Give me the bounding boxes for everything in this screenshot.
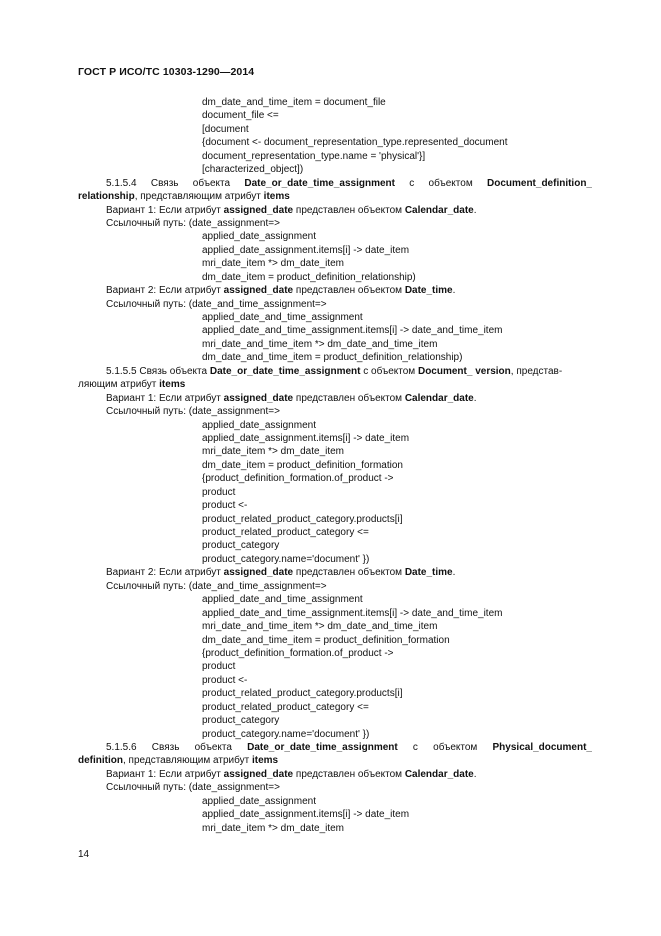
paragraph-continuation xyxy=(78,378,592,391)
bold-term: Date_time xyxy=(404,567,453,579)
text-span: Вариант 1: Если атрибут xyxy=(106,392,224,404)
code-line: applied_date_assignment xyxy=(202,419,316,431)
text-span: с объектом xyxy=(360,365,418,377)
text-span: Вариант 1: Если атрибут xyxy=(106,204,224,216)
text-span: , представ- xyxy=(510,365,563,377)
text-span: представлен объектом xyxy=(293,392,405,404)
text-span: представлен объектом xyxy=(293,567,405,579)
code-line: {document <- document_representation_type.represented_document xyxy=(202,137,508,149)
bold-term: relationship xyxy=(78,191,135,203)
code-line: product xyxy=(202,661,236,673)
text-span: Вариант 2: Если атрибут xyxy=(106,285,224,297)
bold-term: Document_definition_ xyxy=(486,177,592,189)
text-span: представлен объектом xyxy=(293,285,405,297)
code-line: product <- xyxy=(202,500,248,512)
code-line: product_category xyxy=(202,715,280,727)
code-line: mri_date_item *> dm_date_item xyxy=(202,258,345,270)
code-line: dm_date_item = product_definition_relationship) xyxy=(202,271,416,283)
text-span: представлен объектом xyxy=(293,768,405,780)
bold-term: Date_or_date_time_assignment xyxy=(247,742,398,753)
text-span: 5.1.5.4 Связь объекта xyxy=(106,177,245,189)
code-line: product_category.name='document' }) xyxy=(202,728,370,740)
document-body xyxy=(78,96,592,835)
bold-term: assigned_date xyxy=(223,567,294,579)
code-line: document_representation_type.name = 'physical'}] xyxy=(202,150,426,162)
bold-term: items xyxy=(263,191,290,203)
text-span: . xyxy=(473,768,477,780)
text-span: . xyxy=(473,392,477,404)
text-span: Ссылочный путь: (date_assignment=> xyxy=(106,217,280,229)
paragraph-line xyxy=(78,392,592,405)
text-span: Вариант 1: Если атрибут xyxy=(106,768,224,780)
code-line: document_file <= xyxy=(202,110,279,122)
text-span: Ссылочный путь: (date_assignment=> xyxy=(106,782,280,794)
code-line: applied_date_and_time_assignment xyxy=(202,312,363,323)
code-line: {product_definition_formation.of_product -> xyxy=(202,473,394,485)
text-span: с объектом xyxy=(397,742,493,753)
reference-path-label xyxy=(78,298,592,311)
code-line: applied_date_and_time_assignment.items[i] -> date_and_time_item xyxy=(202,607,503,619)
code-line: applied_date_assignment.items[i] -> date_item xyxy=(202,244,410,256)
code-line: applied_date_assignment.items[i] -> date_item xyxy=(202,809,410,821)
bold-term: Date_or_date_time_assignment xyxy=(244,177,395,189)
paragraph-line xyxy=(78,768,592,781)
bold-term: Calendar_date xyxy=(404,392,474,404)
bold-term: Physical_document_ xyxy=(492,742,592,753)
code-line: product_related_product_category.products[i] xyxy=(202,688,403,700)
bold-term: Calendar_date xyxy=(404,768,474,780)
bold-term: Date_time xyxy=(404,285,453,297)
code-line: [document xyxy=(202,123,249,135)
code-line: dm_date_and_time_item = product_definition_relationship) xyxy=(202,352,463,364)
bold-term: items xyxy=(251,755,279,767)
code-line: product xyxy=(202,486,236,498)
text-span: Вариант 2: Если атрибут xyxy=(106,567,224,579)
code-line: product <- xyxy=(202,674,248,686)
text-span: . xyxy=(452,285,456,297)
paragraph-line xyxy=(78,365,592,378)
text-span: Ссылочный путь: (date_assignment=> xyxy=(106,406,280,418)
code-line: applied_date_assignment.items[i] -> date_item xyxy=(202,432,410,444)
reference-path-label xyxy=(78,405,592,418)
reference-path-label xyxy=(78,217,592,230)
text-span: , представляющим атрибут xyxy=(123,755,252,767)
bold-term: assigned_date xyxy=(223,285,294,297)
text-span: Ссылочный путь: (date_and_time_assignment=> xyxy=(106,580,327,592)
paragraph-line xyxy=(78,566,592,579)
bold-term: assigned_date xyxy=(223,204,294,216)
text-span: представлен объектом xyxy=(293,204,405,216)
section-heading-line xyxy=(78,741,592,754)
code-line: mri_date_and_time_item *> dm_date_and_time_item xyxy=(202,621,438,633)
paragraph-line xyxy=(78,204,592,217)
page-number: 14 xyxy=(78,849,90,860)
paragraph-line xyxy=(78,284,592,297)
code-line: dm_date_and_time_item = document_file xyxy=(202,97,386,108)
code-line: {product_definition_formation.of_product -> xyxy=(202,647,394,659)
bold-term: definition xyxy=(78,755,123,767)
text-span: Ссылочный путь: (date_and_time_assignment=> xyxy=(106,298,327,310)
document-header: ГОСТ Р ИСО/ТС 10303-1290—2014 xyxy=(78,66,255,78)
paragraph-continuation xyxy=(78,754,592,767)
bold-term: Calendar_date xyxy=(404,204,474,216)
code-line: applied_date_assignment xyxy=(202,231,316,243)
code-line: mri_date_item *> dm_date_item xyxy=(202,822,345,834)
code-line: product_related_product_category <= xyxy=(202,701,369,713)
code-line: applied_date_and_time_assignment.items[i] -> date_and_time_item xyxy=(202,325,503,337)
code-line: dm_date_item = product_definition_formation xyxy=(202,459,403,471)
code-line: product_related_product_category.products[i] xyxy=(202,513,403,525)
bold-term: Date_or_date_time_assignment xyxy=(209,365,361,377)
bold-term: Document_ version xyxy=(417,365,511,377)
code-line: applied_date_assignment xyxy=(202,795,316,807)
code-line: mri_date_item *> dm_date_item xyxy=(202,446,345,458)
section-heading-line xyxy=(78,177,592,190)
paragraph-continuation xyxy=(78,190,592,203)
bold-term: items xyxy=(159,379,186,391)
code-line: product_category xyxy=(202,540,280,552)
text-span: . xyxy=(452,567,456,579)
code-line: mri_date_and_time_item *> dm_date_and_time_item xyxy=(202,338,438,350)
reference-path-label xyxy=(78,781,592,794)
code-line: applied_date_and_time_assignment xyxy=(202,594,363,606)
text-span: с объектом xyxy=(394,177,487,189)
text-span: , представляющим атрибут xyxy=(134,191,264,203)
code-line: product_category.name='document' }) xyxy=(202,553,370,565)
code-line: product_related_product_category <= xyxy=(202,527,369,538)
code-line: [characterized_object]) xyxy=(202,164,304,176)
text-span: . xyxy=(473,204,477,216)
text-span: ляющим атрибут xyxy=(78,379,160,391)
text-span: 5.1.5.6 Связь объекта xyxy=(106,742,248,753)
reference-path-label xyxy=(78,580,592,593)
bold-term: assigned_date xyxy=(223,392,294,404)
bold-term: assigned_date xyxy=(223,768,294,780)
code-line: dm_date_and_time_item = product_definition_formation xyxy=(202,634,450,646)
text-span: 5.1.5.5 Связь объекта xyxy=(106,365,210,377)
